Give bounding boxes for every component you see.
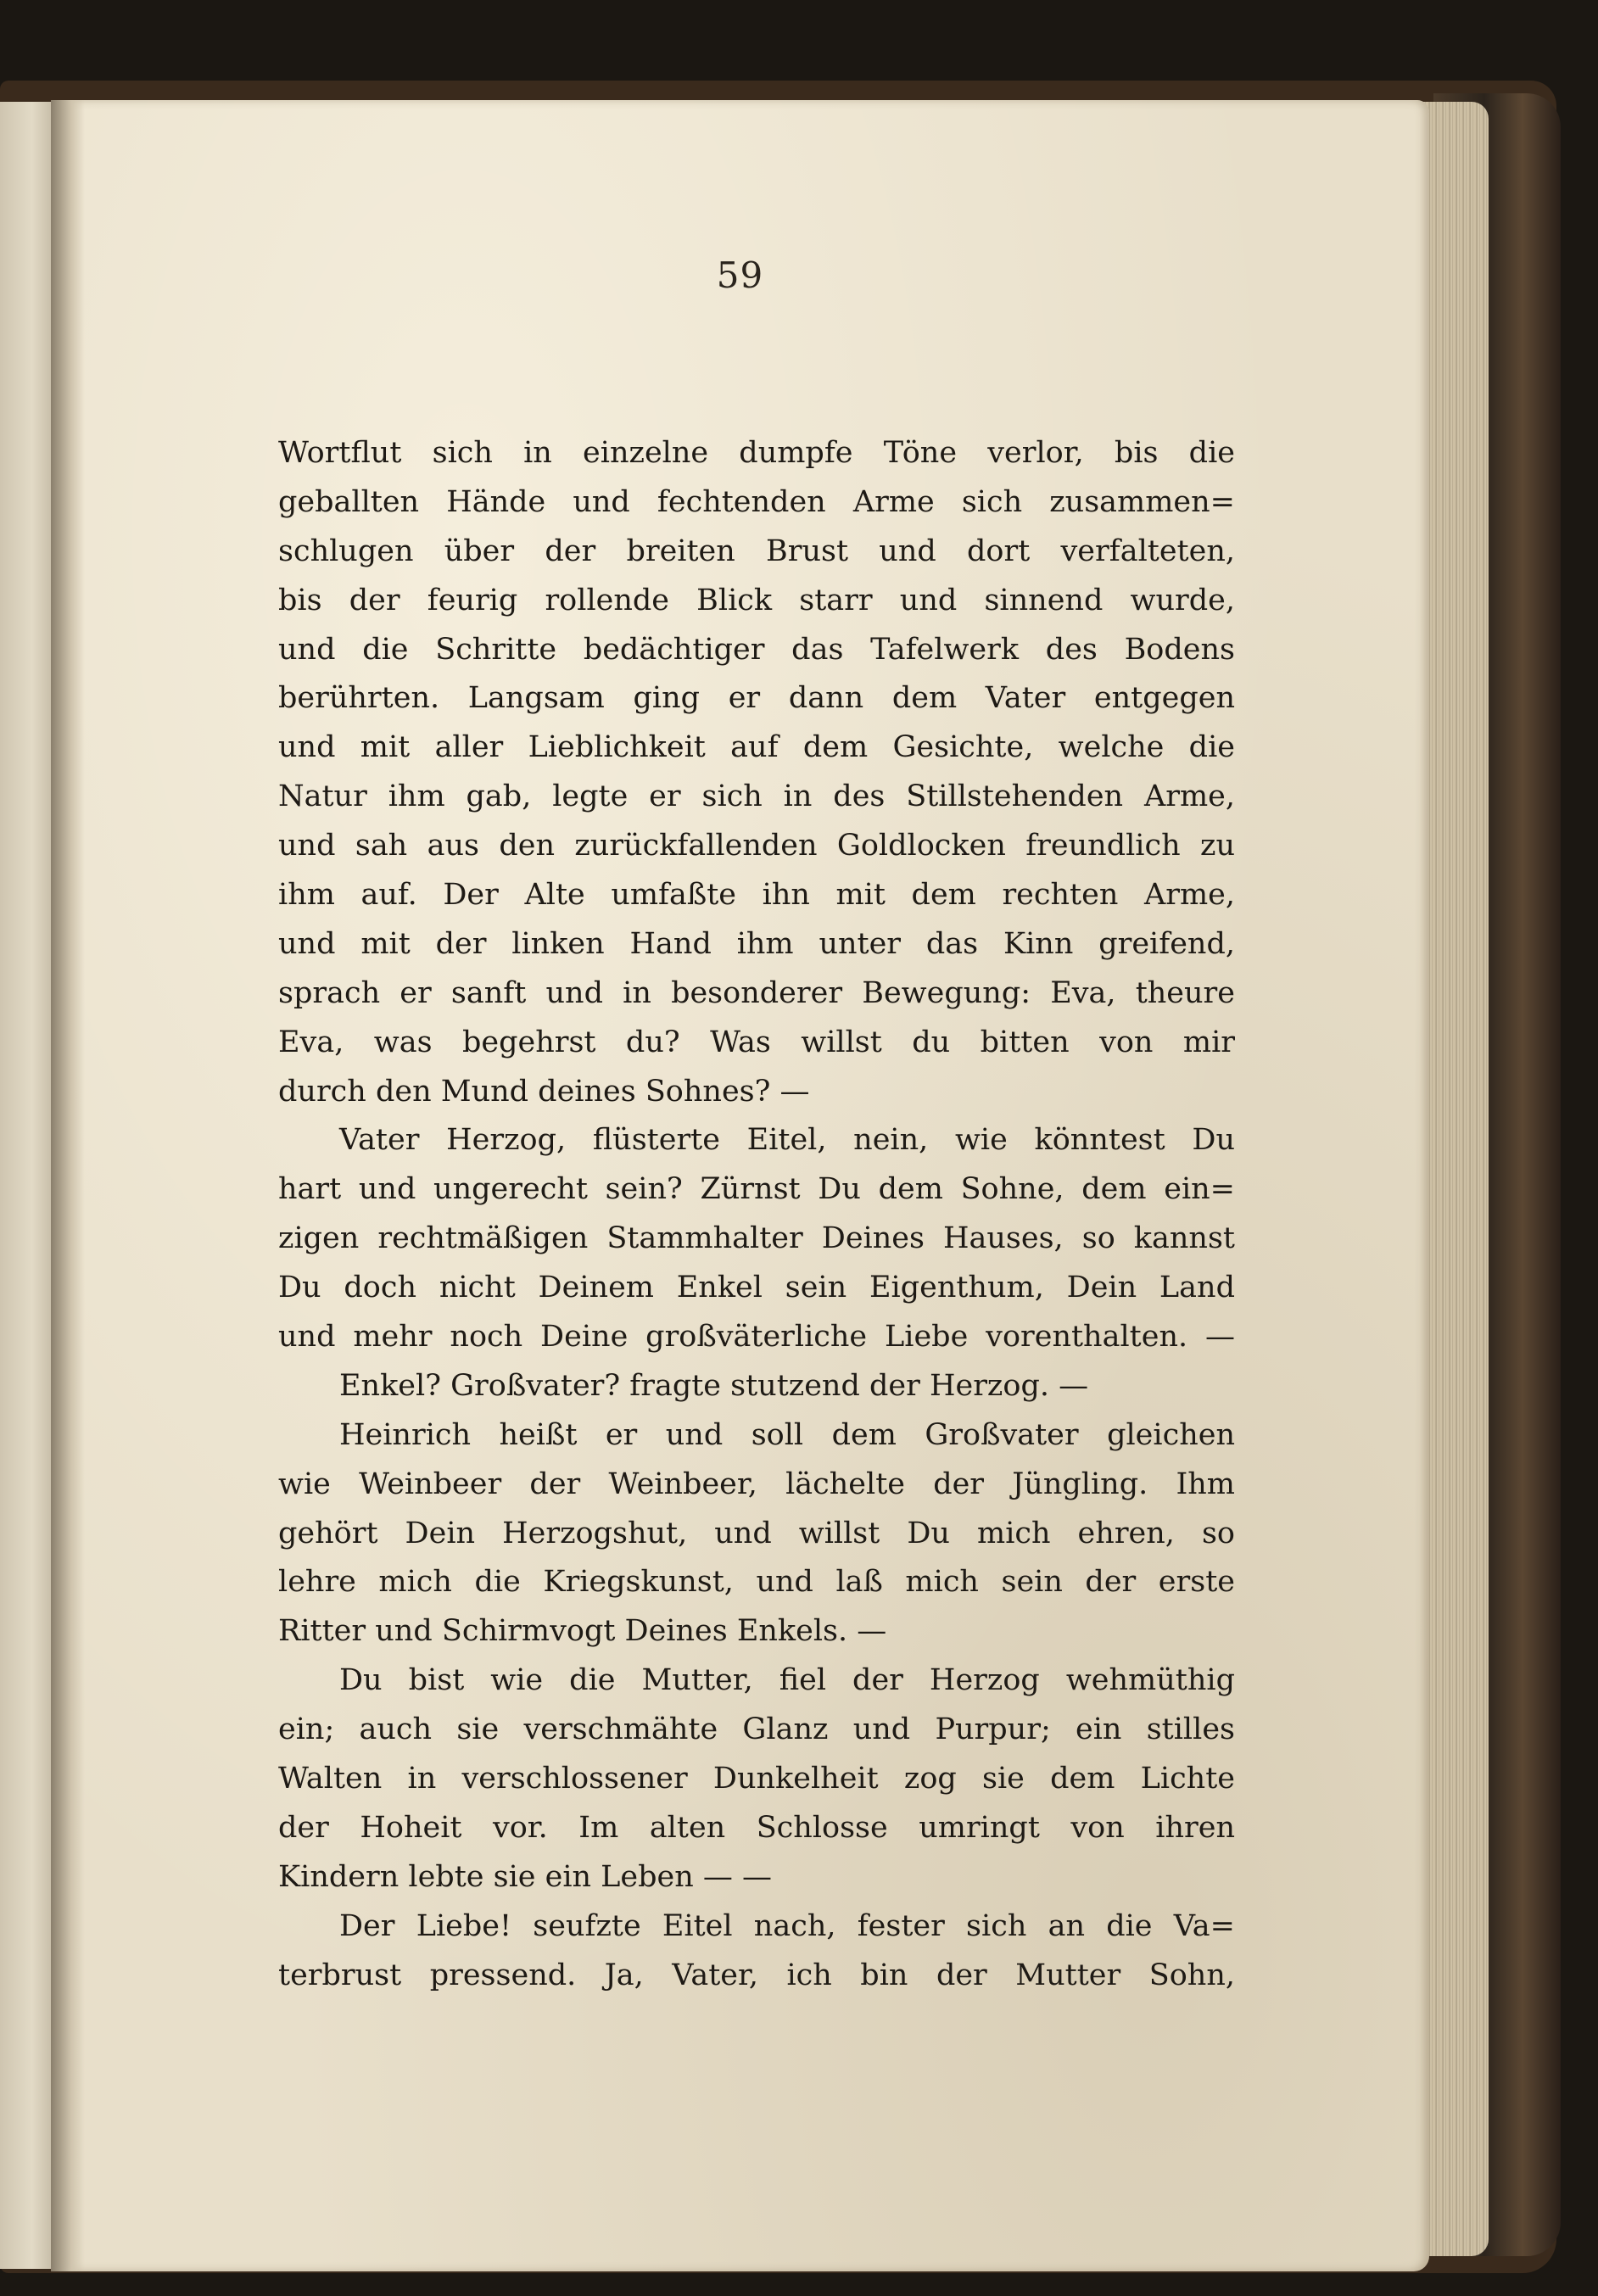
text-line: ein; auch sie verschmähte Glanz und Purpur; ein stilles — [278, 1712, 1235, 1747]
text-line: Du doch nicht Deinem Enkel sein Eigenthum, Dein Land — [278, 1271, 1235, 1305]
text-line: bis der feurig rollende Blick starr und sinnend wurde, — [278, 583, 1235, 617]
text-line: wie Weinbeer der Weinbeer, lächelte der Jüngling. Ihm — [278, 1466, 1235, 1501]
text-line: ihm auf. Der Alte umfaßte ihn mit dem rechten Arme, — [278, 878, 1235, 913]
text-line: Heinrich heißt er und soll dem Großvater gleichen — [339, 1417, 1235, 1452]
text-line: und sah aus den zurückfallenden Goldlocken freundlich zu — [278, 829, 1235, 863]
text-line: Du bist wie die Mutter, fiel der Herzog wehmüthig — [339, 1663, 1235, 1698]
text-line: sprach er sanft und in besonderer Bewegung: Eva, theure — [278, 975, 1235, 1010]
text-line: Der Liebe! seufzte Eitel nach, fester sich an die Va= — [339, 1908, 1235, 1943]
page-number: 59 — [716, 254, 764, 296]
text-line: hart und ungerecht sein? Zürnst Du dem Sohne, dem ein= — [278, 1172, 1235, 1207]
text-line: Enkel? Großvater? fragte stutzend der Herzog. — — [339, 1368, 1089, 1403]
text-line: schlugen über der breiten Brust und dort verfalteten, — [278, 533, 1235, 568]
text-line: und die Schritte bedächtiger das Tafelwerk des Bodens — [278, 632, 1235, 667]
text-line: und mehr noch Deine großväterliche Liebe vorenthalten. — — [278, 1320, 1235, 1355]
text-line: gehört Dein Herzogshut, und willst Du mich ehren, so — [278, 1516, 1235, 1550]
text-line: durch den Mund deines Sohnes? — — [278, 1074, 810, 1109]
text-line: terbrust pressend. Ja, Vater, ich bin der Mutter Sohn, — [278, 1958, 1235, 1992]
gutter-shadow — [51, 100, 85, 2271]
text-line: Wortflut sich in einzelne dumpfe Töne verlor, bis die — [278, 436, 1235, 470]
text-line: Eva, was begehrst du? Was willst du bitten von mir — [278, 1025, 1235, 1059]
text-line: geballten Hände und fechtenden Arme sich zusammen= — [278, 484, 1235, 519]
text-line: der Hoheit vor. Im alten Schlosse umringt von ihren — [278, 1810, 1235, 1845]
text-line: berührten. Langsam ging er dann dem Vater entgegen — [278, 681, 1235, 716]
text-line: und mit aller Lieblichkeit auf dem Gesichte, welche die — [278, 730, 1235, 765]
book-page — [51, 100, 1429, 2271]
text-line: Natur ihm gab, legte er sich in des Stillstehenden Arme, — [278, 779, 1235, 814]
text-line: Kindern lebte sie ein Leben — — — [278, 1859, 773, 1894]
text-line: Walten in verschlossener Dunkelheit zog sie dem Lichte — [278, 1762, 1235, 1796]
body-text — [278, 429, 1235, 2001]
text-line: lehre mich die Kriegskunst, und laß mich sein der erste — [278, 1565, 1235, 1600]
text-line: zigen rechtmäßigen Stammhalter Deines Hauses, so kannst — [278, 1221, 1235, 1256]
text-line: und mit der linken Hand ihm unter das Kinn greifend, — [278, 926, 1235, 961]
text-line: Vater Herzog, flüsterte Eitel, nein, wie könntest Du — [339, 1123, 1235, 1158]
text-line: Ritter und Schirmvogt Deines Enkels. — — [278, 1614, 887, 1649]
